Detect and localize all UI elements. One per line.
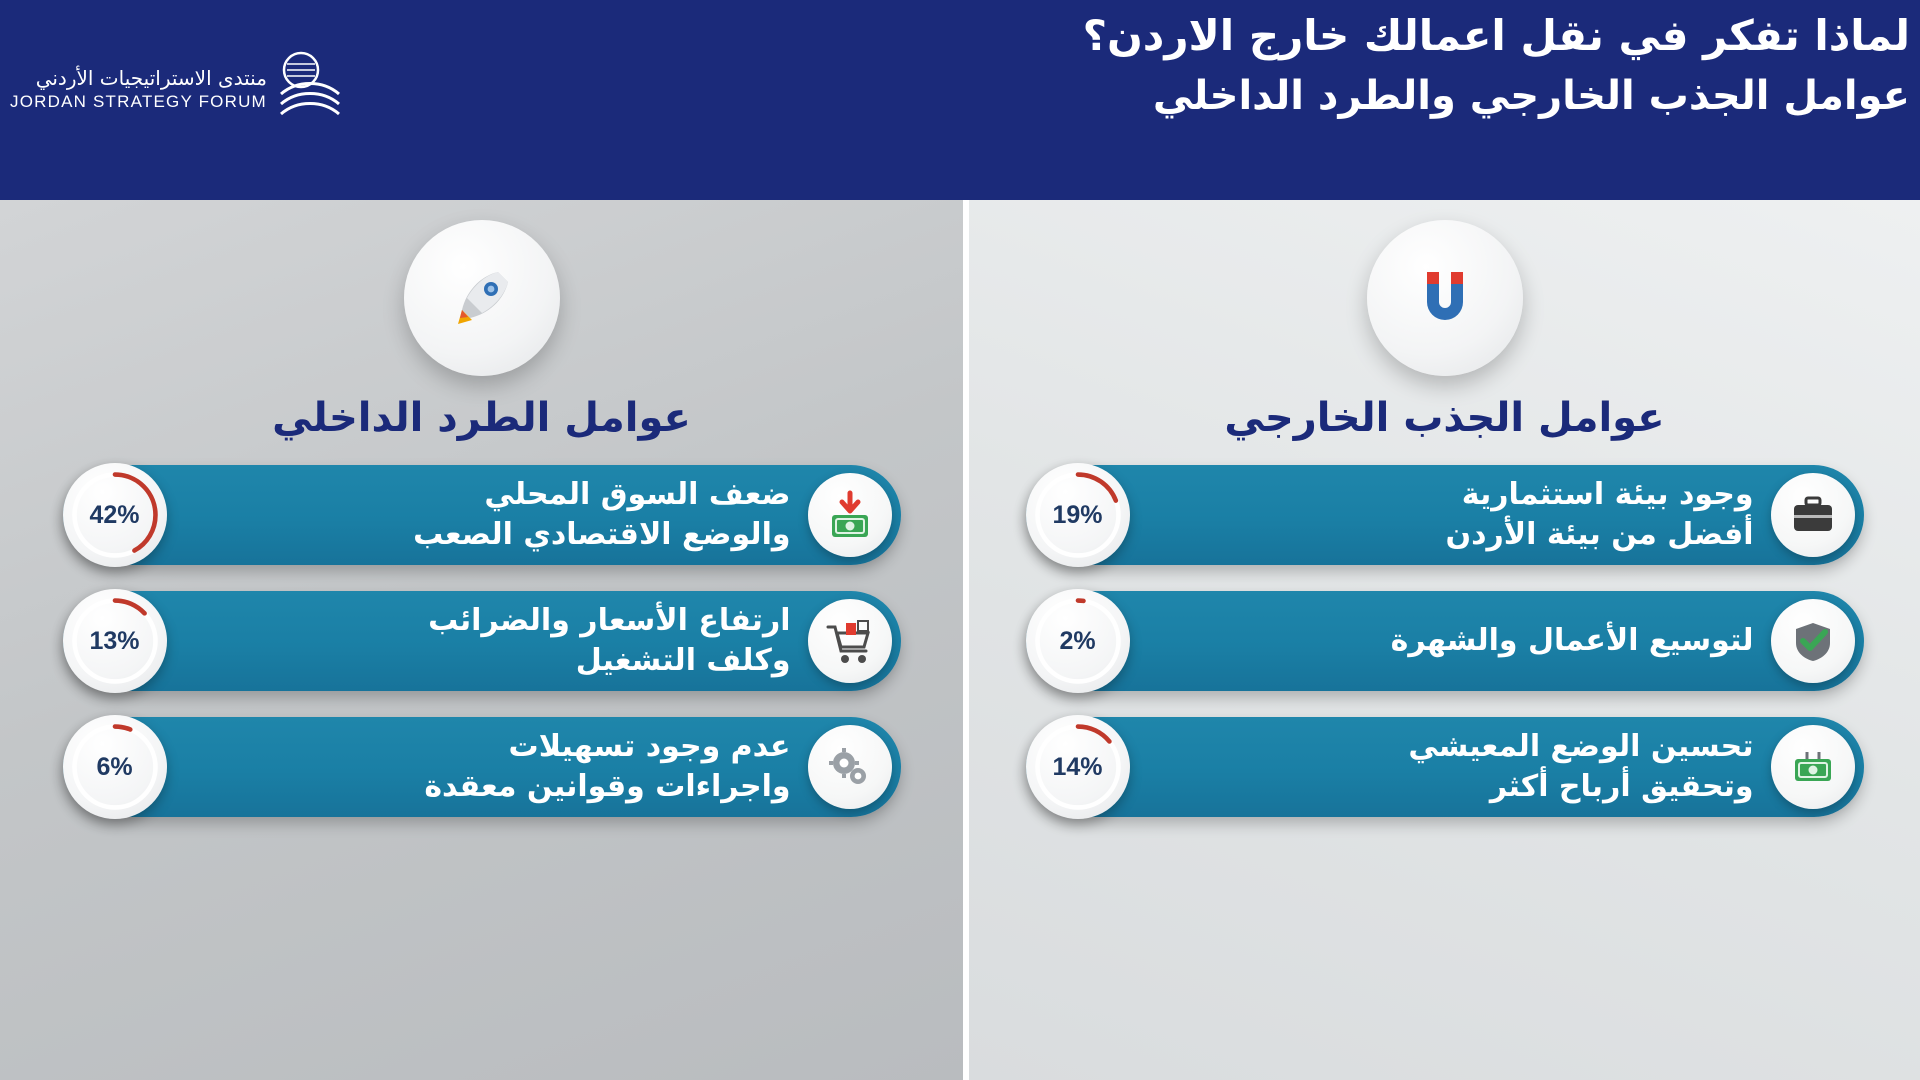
row-label-line2: وتحقيق أرباح أكثر bbox=[1489, 769, 1754, 804]
percentage-value: 19% bbox=[1052, 500, 1103, 529]
table-row[interactable] bbox=[63, 717, 901, 817]
row-label-line1: تحسين الوضع المعيشي bbox=[1408, 729, 1754, 765]
percentage-value: 14% bbox=[1052, 752, 1103, 781]
page-title: لماذا تفكر في نقل اعمالك خارج الاردن؟ bbox=[1082, 11, 1910, 60]
magnet-icon bbox=[1367, 220, 1523, 376]
percentage-badge bbox=[1026, 589, 1130, 693]
percentage-badge bbox=[63, 463, 167, 567]
percentage-value: 2% bbox=[1059, 626, 1096, 655]
panel-title-internal-push: عوامل الطرد الداخلي bbox=[272, 395, 691, 441]
panel-external-pull bbox=[969, 200, 1920, 1080]
percentage-value: 13% bbox=[89, 626, 140, 655]
rows-internal-push bbox=[0, 465, 963, 817]
row-label bbox=[213, 475, 791, 554]
shopping-cart-icon bbox=[808, 599, 892, 683]
header-titles bbox=[810, 6, 1910, 125]
row-label bbox=[213, 601, 791, 680]
rocket-icon bbox=[404, 220, 560, 376]
row-label bbox=[1176, 727, 1754, 806]
money-bag-icon bbox=[1771, 725, 1855, 809]
money-down-icon bbox=[808, 473, 892, 557]
row-label-line2: والوضع الاقتصادي الصعب bbox=[413, 517, 791, 552]
row-label bbox=[1176, 621, 1754, 661]
table-row[interactable] bbox=[1026, 717, 1864, 817]
percentage-badge bbox=[1026, 715, 1130, 819]
percentage-value: 6% bbox=[96, 752, 133, 781]
percentage-badge bbox=[1026, 463, 1130, 567]
logo-english-name: JORDAN STRATEGY FORUM bbox=[10, 91, 267, 111]
page-subtitle: عوامل الجذب الخارجي والطرد الداخلي bbox=[1152, 72, 1910, 119]
gears-icon bbox=[808, 725, 892, 809]
row-label-line1: عدم وجود تسهيلات bbox=[508, 729, 791, 765]
panel-internal-push bbox=[0, 200, 963, 1080]
rows-external-pull bbox=[969, 465, 1920, 817]
row-label-line2: واجراءات وقوانين معقدة bbox=[424, 769, 791, 804]
logo-text bbox=[10, 66, 267, 112]
briefcase-icon bbox=[1771, 473, 1855, 557]
jsf-emblem-icon bbox=[279, 50, 341, 128]
logo-arabic-name: منتدى الاستراتيجيات الأردني bbox=[35, 65, 267, 90]
row-label-line1: ارتفاع الأسعار والضرائب bbox=[428, 603, 791, 639]
logo-block bbox=[0, 50, 360, 128]
row-label-line1: لتوسيع الأعمال والشهرة bbox=[1390, 623, 1754, 659]
row-label bbox=[213, 727, 791, 806]
percentage-badge bbox=[63, 589, 167, 693]
table-row[interactable] bbox=[1026, 591, 1864, 691]
panels-container bbox=[0, 200, 1920, 1080]
table-row[interactable] bbox=[63, 465, 901, 565]
row-label-line2: وكلف التشغيل bbox=[575, 643, 791, 678]
row-label-line1: وجود بيئة استثمارية bbox=[1461, 477, 1754, 513]
header-band bbox=[0, 0, 1920, 200]
percentage-value: 42% bbox=[89, 500, 140, 529]
percentage-badge bbox=[63, 715, 167, 819]
panel-title-external-pull: عوامل الجذب الخارجي bbox=[1224, 395, 1665, 441]
shield-check-icon bbox=[1771, 599, 1855, 683]
row-label-line2: أفضل من بيئة الأردن bbox=[1445, 517, 1754, 552]
table-row[interactable] bbox=[63, 591, 901, 691]
row-label bbox=[1176, 475, 1754, 554]
row-label-line1: ضعف السوق المحلي bbox=[484, 477, 791, 513]
table-row[interactable] bbox=[1026, 465, 1864, 565]
